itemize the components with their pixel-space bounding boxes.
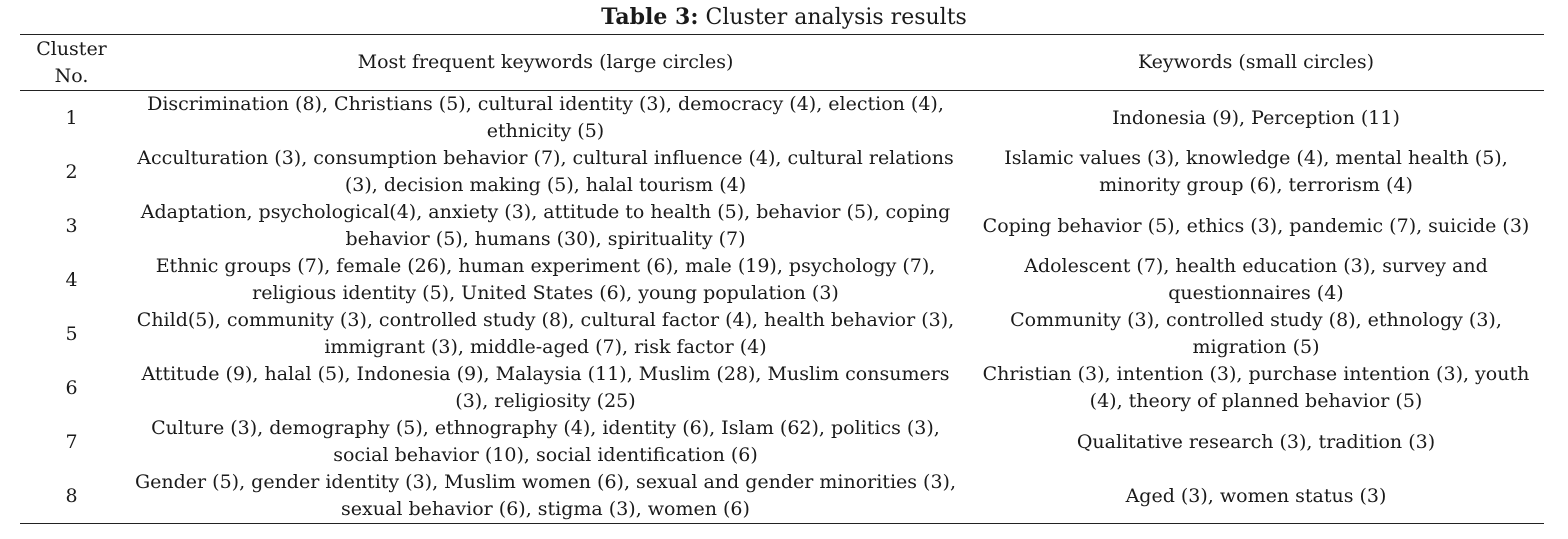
table-row: [20, 307, 1544, 361]
frequent-keywords-cell: Acculturation (3), consumption behavior (7), cultural influence (4), cultural relations (3), decision making (5), halal tourism (4): [137, 147, 954, 196]
cluster-number: 3: [65, 214, 78, 237]
header-row: [20, 35, 1544, 91]
frequent-keywords-cell: Ethnic groups (7), female (26), human experiment (6), male (19), psychology (7), religious identity (5), United States (6), young population (3): [155, 255, 936, 304]
keywords-cell: Community (3), controlled study (8), ethnology (3), migration (5): [1010, 309, 1502, 358]
header-keywords: Keywords (small circles): [1137, 51, 1375, 73]
cluster-results-table: [20, 34, 1544, 524]
keywords-cell: Aged (3), women status (3): [1125, 484, 1387, 507]
table-body: [20, 91, 1544, 524]
table-row: [20, 199, 1544, 253]
keywords-cell: Adolescent (7), health education (3), survey and questionnaires (4): [1024, 255, 1488, 304]
keywords-cell: Christian (3), intention (3), purchase intention (3), youth (4), theory of planned behavior (5): [982, 363, 1530, 412]
table-row: [20, 253, 1544, 307]
cluster-number: 5: [65, 322, 78, 345]
frequent-keywords-cell: Culture (3), demography (5), ethnography (4), identity (6), Islam (62), politics (3), social behavior (10), social identification (6): [151, 417, 940, 466]
header-frequent-keywords: Most frequent keywords (large circles): [357, 51, 734, 73]
keywords-cell: Coping behavior (5), ethics (3), pandemic (7), suicide (3): [982, 214, 1530, 237]
caption-title: Cluster analysis results: [705, 5, 967, 30]
cluster-number: 6: [65, 376, 78, 399]
frequent-keywords-cell: Attitude (9), halal (5), Indonesia (9), Malaysia (11), Muslim (28), Muslim consumers (3), religiosity (25): [141, 363, 950, 412]
frequent-keywords-cell: Adaptation, psychological(4), anxiety (3), attitude to health (5), behavior (5), coping behavior (5), humans (30), spirituality (7): [140, 201, 951, 250]
cluster-number: 8: [65, 484, 78, 507]
cluster-number: 1: [65, 106, 78, 129]
cluster-number: 7: [65, 430, 78, 453]
header-cluster-line2: No.: [54, 64, 89, 87]
keywords-cell: Indonesia (9), Perception (11): [1112, 106, 1400, 129]
keywords-cell: Qualitative research (3), tradition (3): [1076, 430, 1436, 453]
table-row: [20, 469, 1544, 524]
frequent-keywords-cell: Gender (5), gender identity (3), Muslim women (6), sexual and gender minorities (3), sexual behavior (6), stigma (3), women (6): [134, 471, 957, 520]
table-row: [20, 361, 1544, 415]
header-cluster-line1: Cluster: [36, 37, 107, 60]
cluster-number: 4: [65, 268, 78, 291]
table-row: [20, 91, 1544, 146]
frequent-keywords-cell: Child(5), community (3), controlled study (8), cultural factor (4), health behavior (3), immigrant (3), middle-aged (7), risk factor (4): [136, 309, 955, 358]
table-row: [20, 145, 1544, 199]
table-caption: [0, 2, 1568, 33]
keywords-cell: Islamic values (3), knowledge (4), mental health (5), minority group (6), terrorism (4): [1004, 147, 1508, 196]
header-cluster-no: [20, 35, 123, 91]
frequent-keywords-cell: Discrimination (8), Christians (5), cultural identity (3), democracy (4), election (4), ethnicity (5): [147, 93, 944, 142]
cluster-number: 2: [65, 160, 78, 183]
caption-label: Table 3:: [601, 4, 699, 30]
table-row: [20, 415, 1544, 469]
